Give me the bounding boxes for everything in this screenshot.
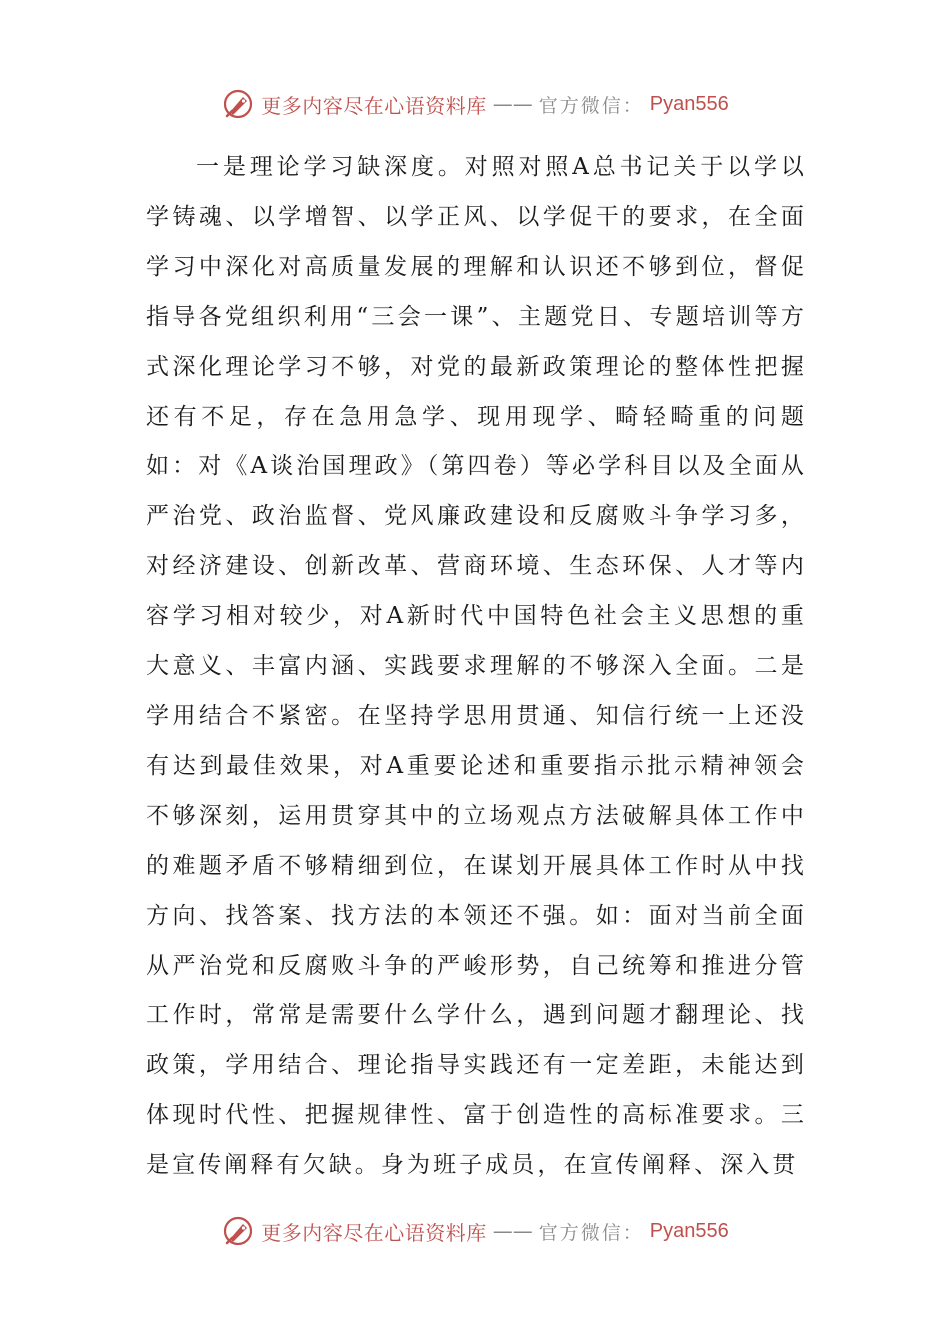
pen-nib-icon <box>221 1214 255 1248</box>
watermark-id: Pyan556 <box>649 1219 729 1242</box>
watermark-label: 官方微信： <box>538 94 644 117</box>
watermark-dash: —— <box>492 92 533 116</box>
pen-nib-icon <box>221 87 255 121</box>
watermark-label: 官方微信： <box>538 1221 644 1244</box>
header-watermark <box>0 84 950 124</box>
watermark-id: Pyan556 <box>649 92 729 115</box>
watermark-brand: 更多内容尽在心语资料库 <box>261 93 487 118</box>
watermark-dash: —— <box>492 1219 533 1243</box>
footer-watermark <box>0 1211 950 1251</box>
body-paragraph: 一是理论学习缺深度。对照对照A总书记关于以学以学铸魂、以学增智、以学正风、以学促干的要求，在全面学习中深化对高质量发展的理解和认识还不够到位，督促指导各党组织利用“三会一课”、主题党日、专题培训等方式深化理论学习不够，对党的最新政策理论的整体性把握还有不足，存在急用急学、现用现学、畸轻畸重的问题如：对《A谈治国理政》（第四卷）等必学科目以及全面从严治党、政治监督、党风廉政建设和反腐败斗争学习多，对经济建设、创新改革、营商环境、生态环保、人才等内容学习相对较少，对A新时代中国特色社会主义思想的重大意义、丰富内涵、实践要求理解的不够深入全面。二是学用结合不紧密。在坚持学思用贯通、知信行统一上还没有达到最佳效果，对A重要论述和重要指示批示精神领会不够深刻，运用贯穿其中的立场观点方法破解具体工作中的难题矛盾不够精细到位，在谋划开展具体工作时从中找方向、找答案、找方法的本领还不强。如：面对当前全面从严治党和反腐败斗争的严峻形势，自己统筹和推进分管工作时，常常是需要什么学什么，遇到问题才翻理论、找政策，学用结合、理论指导实践还有一定差距，未能达到体现时代性、把握规律性、富于创造性的高标准要求。三是宣传阐释有欠缺。身为班子成员，在宣传阐释、深入贯 <box>146 154 807 1179</box>
watermark-brand: 更多内容尽在心语资料库 <box>261 1220 487 1245</box>
